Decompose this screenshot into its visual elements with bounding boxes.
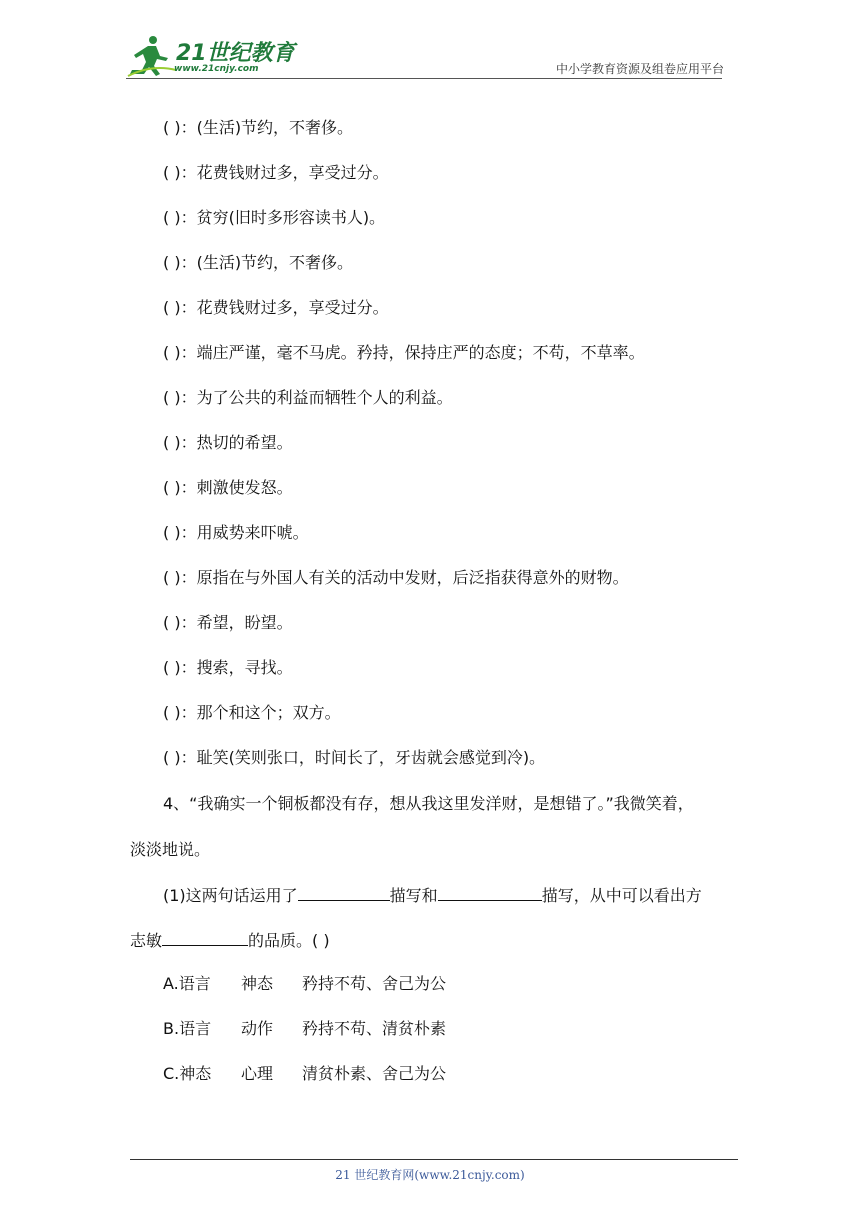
option-a[interactable] xyxy=(163,974,446,994)
page-footer[interactable]: 21 世纪教育网(www.21cnjy.com) xyxy=(335,1168,525,1182)
question-4-text-cont: 淡淡地说。 xyxy=(130,840,211,859)
subquestion-1-part: 描写和 xyxy=(389,886,438,905)
option-quality: 矜持不苟、清贫朴素 xyxy=(302,1019,447,1038)
option-letter: A.语言 xyxy=(163,974,211,993)
definition-line: ( )：(生活)节约，不奢侈。 xyxy=(163,253,354,272)
definition-line: ( )：刺激使发怒。 xyxy=(163,478,293,497)
option-quality: 清贫朴素、舍己为公 xyxy=(302,1064,447,1083)
definition-line: ( )：耻笑(笑则张口，时间长了，牙齿就会感觉到冷)。 xyxy=(163,748,546,767)
answer-blank[interactable] xyxy=(298,884,390,901)
subquestion-1-cont xyxy=(130,929,330,951)
definition-line: ( )：端庄严谨，毫不马虎。矜持，保持庄严的态度；不苟，不草率。 xyxy=(163,343,645,362)
definition-line: ( )：热切的希望。 xyxy=(163,433,293,452)
definition-line: ( )：原指在与外国人有关的活动中发财，后泛指获得意外的财物。 xyxy=(163,568,629,587)
question-4-text: 4、“我确实一个铜板都没有存，想从我这里发洋财，是想错了。”我微笑着， xyxy=(163,794,694,813)
subquestion-1-part: 描写，从中可以看出方 xyxy=(541,886,702,905)
option-c[interactable] xyxy=(163,1064,446,1084)
platform-title: 中小学教育资源及组卷应用平台 xyxy=(555,62,724,76)
definition-line: ( )：贫穷(旧时多形容读书人)。 xyxy=(163,208,386,227)
option-b[interactable] xyxy=(163,1019,446,1039)
answer-blank[interactable] xyxy=(162,929,248,946)
logo-url: www.21cnjy.com xyxy=(174,64,259,74)
definition-line: ( )：搜索，寻找。 xyxy=(163,658,293,677)
definition-line: ( )：用威势来吓唬。 xyxy=(163,523,309,542)
definition-line: ( )：花费钱财过多，享受过分。 xyxy=(163,298,389,317)
logo-text: 21世纪教育 xyxy=(176,41,295,66)
option-quality: 矜持不苟、舍己为公 xyxy=(302,974,447,993)
subquestion-1-part: 志敏 xyxy=(130,931,163,950)
definition-line: ( )：为了公共的利益而牺牲个人的利益。 xyxy=(163,388,453,407)
subquestion-1-part: (1)这两句话运用了 xyxy=(163,886,298,905)
subquestion-1 xyxy=(163,884,702,906)
header-divider xyxy=(126,78,722,79)
definition-line: ( )：花费钱财过多，享受过分。 xyxy=(163,163,389,182)
definition-line: ( )：(生活)节约，不奢侈。 xyxy=(163,118,354,137)
site-logo xyxy=(126,34,296,78)
subquestion-1-part: 的品质。( ) xyxy=(248,931,330,950)
definition-line: ( )：希望，盼望。 xyxy=(163,613,293,632)
running-man-icon xyxy=(126,34,178,78)
option-letter: B.语言 xyxy=(163,1019,212,1038)
option-term: 心理 xyxy=(241,1064,274,1083)
answer-blank[interactable] xyxy=(438,884,542,901)
definition-line: ( )：那个和这个；双方。 xyxy=(163,703,341,722)
page-header xyxy=(0,0,860,80)
option-term: 神态 xyxy=(241,974,274,993)
option-term: 动作 xyxy=(241,1019,274,1038)
footer-divider xyxy=(130,1159,738,1160)
option-letter: C.神态 xyxy=(163,1064,212,1083)
